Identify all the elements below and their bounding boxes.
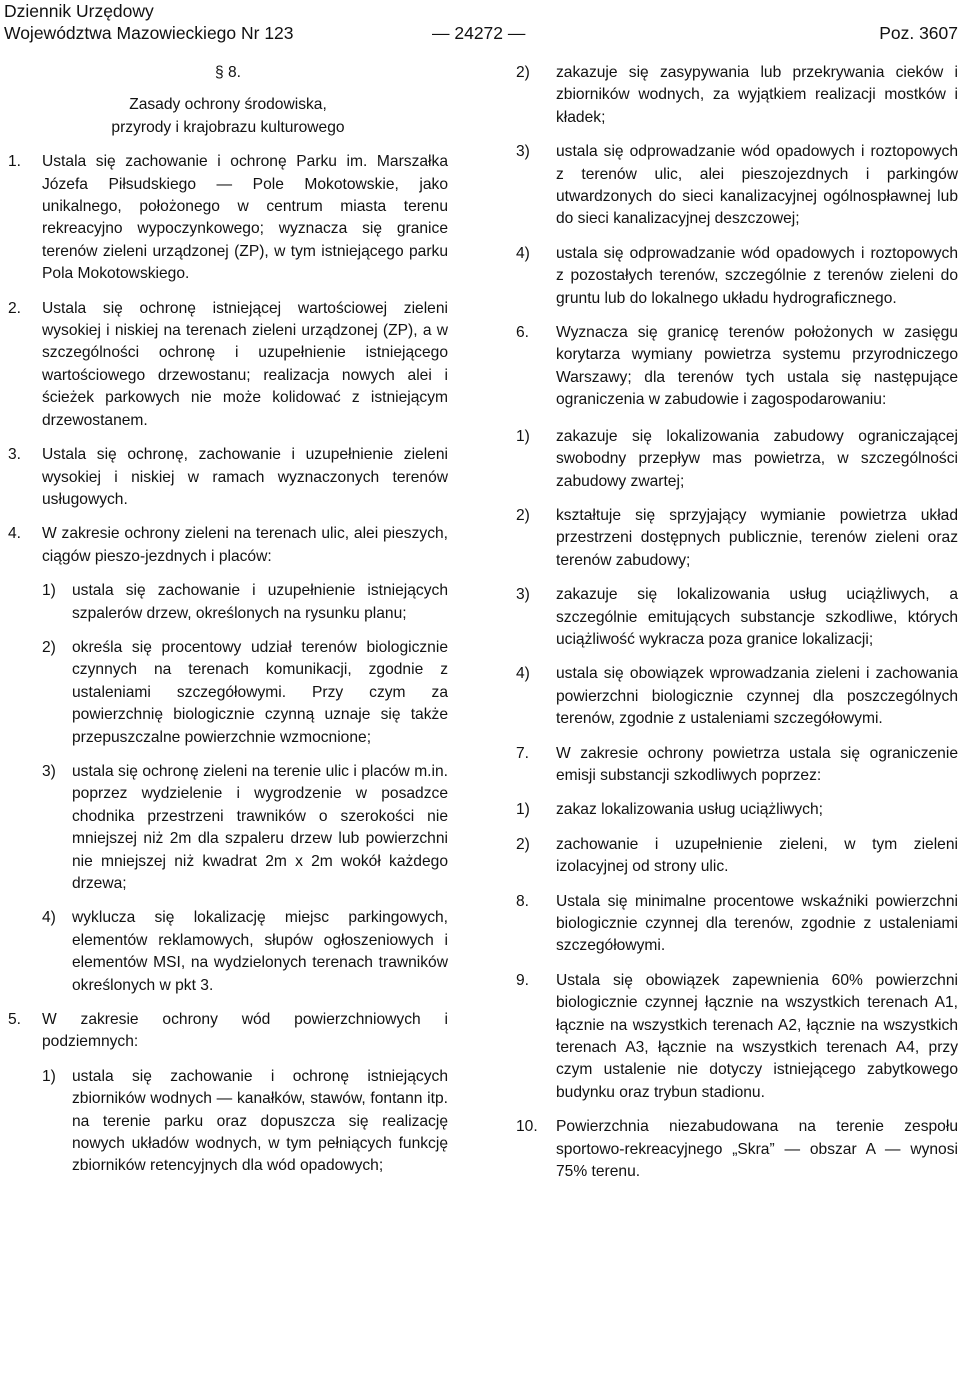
paragraph-number: 2. bbox=[8, 299, 22, 317]
section-title-line1: Zasady ochrony środowiska, bbox=[129, 96, 327, 114]
list-item-number: 2) bbox=[516, 506, 530, 524]
paragraph-number: 1. bbox=[8, 153, 22, 171]
list-item-text: ustala się odprowadzanie wód opadowych i roztopowych z pozostałych terenów, szczególnie z terenów zieleni do gruntu lub do lokalnego układu hydrograficznego. bbox=[556, 244, 958, 307]
list-item bbox=[42, 637, 448, 749]
paragraph-text: Ustala się obowiązek zapewnienia 60% powierzchni biologicznie czynnej łącznie na wszystkich terenach A1, łącznie na wszystkich terenach A2, łącznie na wszystkich terenach A3, łącznie na wszystkich terenach A4, przy czym ustalenie nie dotyczy istniejącego zabytkowego budynku oraz trybun stadionu. bbox=[556, 971, 958, 1101]
list-item-text: kształtuje się sprzyjający wymianie powietrza układ przestrzeni dostępnych publicznie, terenów zieleni oraz terenów zabudowy; bbox=[556, 506, 958, 569]
paragraph-1 bbox=[8, 151, 448, 285]
paragraph-number: 6. bbox=[516, 324, 530, 342]
list-item-text: wyklucza się lokalizację miejsc parkingowych, elementów reklamowych, słupów ogłoszeniowych i elementów MSI, na wydzielonych terenach trawników określonych w pkt 3. bbox=[72, 909, 448, 994]
list-item-number: 1) bbox=[42, 1067, 56, 1085]
list-item bbox=[516, 663, 958, 730]
list-item bbox=[516, 141, 958, 231]
list-item-text: zakaz lokalizowania usług uciążliwych; bbox=[556, 801, 823, 819]
list-item bbox=[516, 62, 958, 129]
list-item-number: 3) bbox=[516, 143, 530, 161]
position-number: Poz. 3607 bbox=[879, 23, 958, 43]
paragraph-9 bbox=[516, 970, 958, 1104]
list-item bbox=[42, 580, 448, 625]
page-header bbox=[4, 0, 958, 46]
page-number: — 24272 — bbox=[432, 23, 526, 43]
list-item bbox=[516, 243, 958, 310]
paragraph-number: 3. bbox=[8, 446, 22, 464]
paragraph-text: Powierzchnia niezabudowana na terenie zespołu sportowo-rekreacyjnego „Skra” — obszar A — wynosi 75% terenu. bbox=[556, 1118, 958, 1181]
paragraph-text: W zakresie ochrony wód powierzchniowych i podziemnych: bbox=[42, 1011, 448, 1051]
list-item-text: określa się procentowy udział terenów biologicznie czynnych na terenach komunikacji, zgodnie z ustaleniami szczegółowymi. Przy czym za powierzchnię biologicznie czynną uznaje się także przepuszczalne powierzchnie wzmocnione; bbox=[72, 638, 448, 746]
list-item-number: 1) bbox=[516, 427, 530, 445]
list-item-text: zakazuje się zasypywania lub przekrywania cieków i zbiorników wodnych, za wyjątkiem realizacji mostków i kładek; bbox=[556, 64, 958, 126]
paragraph-2 bbox=[8, 298, 448, 432]
paragraph-number: 4. bbox=[8, 525, 22, 543]
paragraph-number: 8. bbox=[516, 892, 530, 910]
list-item-text: ustala się ochronę zieleni na terenie ulic i placów m.in. poprzez wydzielenie i wygrodzenie w posadzce chodnika przestrzeni trawników o szerokości nie mniejszej niż 2m dla szpaleru drzew lub powierzchni nie mniejszej niż kwadrat 2m x 2m wokół każdego drzewa; bbox=[72, 762, 448, 892]
paragraph-text: W zakresie ochrony zieleni na terenach ulic, alei pieszych, ciągów pieszo-jezdnych i placów: bbox=[42, 525, 448, 565]
paragraph-text: Ustala się zachowanie i ochronę Parku im. Marszałka Józefa Piłsudskiego — Pole Mokotowskie, jako unikalnego, położonego w centrum miasta terenu rekreacyjno wypoczynkowego; wyznacza się granice terenów zieleni urządzonej (ZP), w tym istniejącego parku Pola Mokotowskiego. bbox=[42, 153, 448, 283]
paragraph-text: Ustala się minimalne procentowe wskaźniki powierzchni biologicznie czynnej dla terenów, zgodnie z ustaleniami szczegółowymi. bbox=[556, 892, 958, 955]
paragraph-5 bbox=[8, 1009, 448, 1054]
list-item bbox=[42, 1066, 448, 1178]
list-item-number: 3) bbox=[516, 586, 530, 604]
paragraph-text: Wyznacza się granicę terenów położonych w zasięgu korytarza wymiany powietrza systemu przyrodniczego Warszawy; dla terenów tych ustala się następujące ograniczenia w zabudowie i zagospodarowaniu: bbox=[556, 324, 958, 409]
section-number: § 8. bbox=[214, 64, 241, 81]
list-item-text: zachowanie i uzupełnienie zieleni, w tym zieleni izolacyjnej od strony ulic. bbox=[556, 835, 958, 876]
list-item-number: 4) bbox=[42, 909, 56, 927]
journal-issue: Województwa Mazowieckiego Nr 123 bbox=[4, 23, 294, 43]
list-item-number: 4) bbox=[516, 665, 530, 683]
paragraph-text: Ustala się ochronę, zachowanie i uzupełnienie zieleni wysokiej i niskiej w ramach wyznaczonych terenów usługowych. bbox=[42, 446, 448, 508]
paragraph-8 bbox=[516, 891, 958, 958]
list-item bbox=[42, 761, 448, 895]
list-item-number: 1) bbox=[516, 801, 530, 819]
list-item-text: ustala się zachowanie i ochronę istniejących zbiorników wodnych — kanałków, stawów, fontann itp. na terenie parku oraz dopuszcza się realizację nowych układów wodnych, w tym pełniących funkcję zbiorników retencyjnych dla wód opadowych; bbox=[72, 1067, 448, 1175]
left-column bbox=[8, 62, 448, 1178]
right-column bbox=[516, 62, 958, 1183]
paragraph-text: Ustala się ochronę istniejącej wartościowej zieleni wysokiej i niskiej na terenach zieleni urządzonej (ZP), a w szczególności ochronę i uzupełnienie istniejącego wartościowego drzewostanu; realizacja nowych alei i ścieżek parkowych nie może kolidować z istniejącym drzewostanem. bbox=[42, 299, 448, 429]
list-item-number: 2) bbox=[516, 64, 530, 81]
paragraph-number: 7. bbox=[516, 744, 530, 762]
paragraph-4 bbox=[8, 523, 448, 568]
journal-title: Dziennik Urzędowy bbox=[4, 1, 154, 21]
list-item-number: 2) bbox=[42, 638, 56, 656]
list-item-number: 4) bbox=[516, 244, 530, 262]
list-item bbox=[42, 907, 448, 997]
paragraph-number: 9. bbox=[516, 971, 530, 989]
list-item bbox=[516, 426, 958, 493]
list-item-number: 3) bbox=[42, 762, 56, 780]
list-item-text: ustala się zachowanie i uzupełnienie istniejących szpalerów drzew, określonych na rysunku planu; bbox=[72, 582, 448, 622]
list-item bbox=[516, 799, 958, 821]
list-item-number: 1) bbox=[42, 582, 56, 600]
list-item bbox=[516, 505, 958, 572]
paragraph-number: 10. bbox=[516, 1118, 538, 1136]
section-title-line2: przyrody i krajobrazu kulturowego bbox=[111, 118, 345, 136]
paragraph-7 bbox=[516, 743, 958, 788]
list-item bbox=[516, 584, 958, 651]
paragraph-text: W zakresie ochrony powietrza ustala się ograniczenie emisji substancji szkodliwych poprzez: bbox=[556, 744, 958, 784]
paragraph-10 bbox=[516, 1116, 958, 1183]
list-item-text: zakazuje się lokalizowania zabudowy ograniczającej swobodny przepływ mas powietrza, w szczególności zabudowy zwartej; bbox=[556, 427, 958, 490]
paragraph-number: 5. bbox=[8, 1011, 22, 1029]
list-item-text: zakazuje się lokalizowania usług uciążliwych, a szczególnie emitujących substancje szkodliwe, których uciążliwość wykracza poza granice lokalizacji; bbox=[556, 586, 958, 648]
list-item-number: 2) bbox=[516, 835, 530, 853]
list-item-text: ustala się obowiązek wprowadzania zieleni i zachowania powierzchni biologicznie czynnej dla poszczególnych terenów, zgodnie z ustaleniami szczegółowymi. bbox=[556, 665, 958, 728]
paragraph-6 bbox=[516, 322, 958, 412]
list-item bbox=[516, 834, 958, 879]
list-item-text: ustala się odprowadzanie wód opadowych i roztopowych z terenów ulic, alei pieszojezdnych i parkingów utwardzonych do sieci kanalizacyjnej ogólnospławnej lub do sieci kanalizacyjnej deszczowej; bbox=[556, 143, 958, 228]
paragraph-3 bbox=[8, 444, 448, 511]
